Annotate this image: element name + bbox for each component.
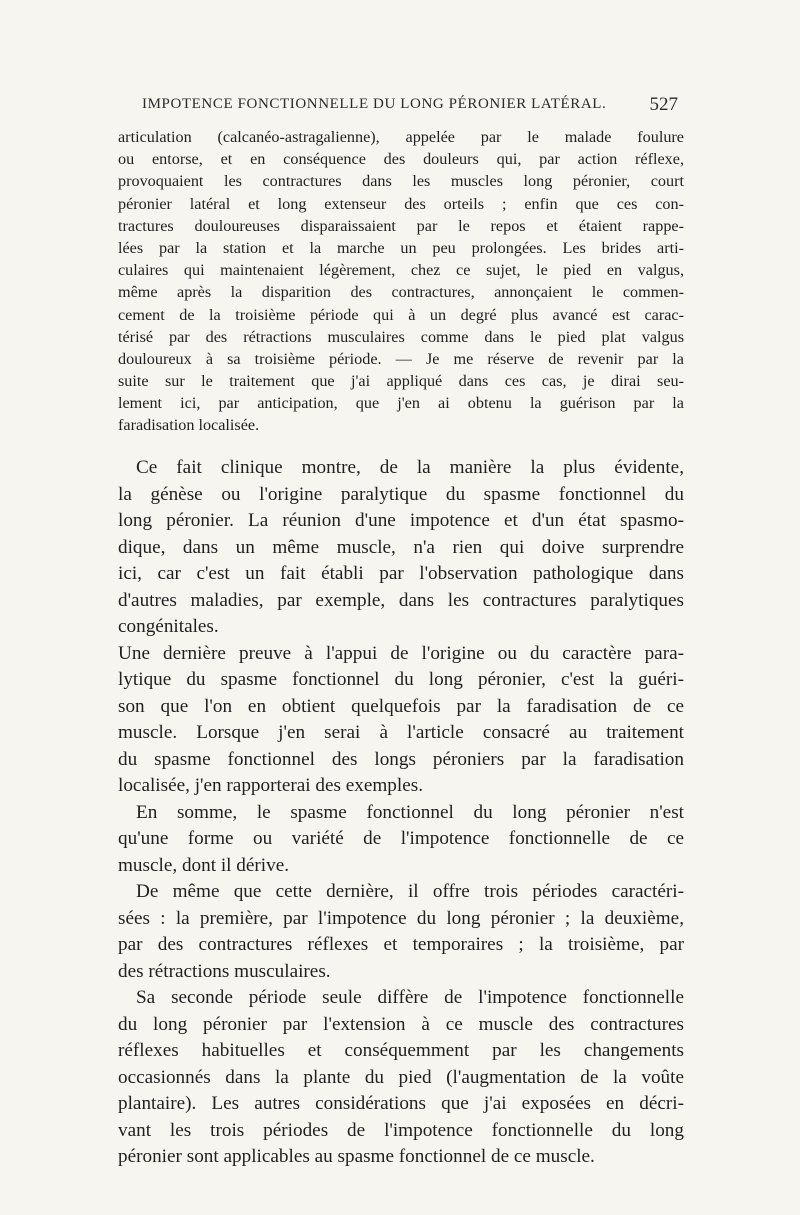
text-line: même après la disparition des contractures, annonçaient le commen-	[118, 283, 684, 302]
running-header	[118, 94, 684, 118]
text-line: son que l'on en obtient quelquefois par la faradisation de ce	[118, 695, 684, 717]
text-line: vant les trois périodes de l'impotence fonctionnelle du long	[118, 1119, 684, 1141]
paragraph-three-periods	[118, 879, 684, 985]
page-number: 527	[649, 94, 678, 115]
text-line: péronier latéral et long extenseur des orteils ; enfin que ces con-	[118, 194, 684, 213]
paragraph-second-period	[118, 985, 684, 1171]
text-line: péronier sont applicables au spasme fonctionnel de ce muscle.	[118, 1146, 595, 1167]
text-line: lement ici, par anticipation, que j'en ai obtenu la guérison par la	[118, 394, 684, 413]
text-line: Une dernière preuve à l'appui de l'origine ou du caractère para-	[118, 642, 684, 664]
text-line: faradisation localisée.	[118, 416, 260, 435]
text-line: lytique du spasme fonctionnel du long péronier, c'est la guéri-	[118, 669, 684, 690]
text-line: long péronier. La réunion d'une impotence et d'un état spasmo-	[118, 510, 684, 531]
text-line: des rétractions musculaires.	[118, 960, 331, 982]
text-line: occasionnés dans la plante du pied (l'augmentation de la voûte	[118, 1066, 684, 1088]
text-line: provoquaient les contractures dans les muscles long péronier, court	[118, 172, 684, 191]
text-line: par des contractures réflexes et temporaires ; la troisième, par	[118, 934, 684, 955]
text-line: sées : la première, par l'impotence du long péronier ; la deuxième,	[118, 907, 684, 929]
text-line: suite sur le traitement que j'ai appliqué dans ces cas, je dirai seu-	[118, 372, 684, 391]
text-line: Ce fait clinique montre, de la manière la plus évidente,	[136, 457, 684, 478]
text-line: lées par la station et la marche un peu prolongées. Les brides arti-	[118, 238, 684, 257]
text-line: qu'une forme ou variété de l'impotence fonctionnelle de ce	[118, 828, 684, 849]
text-line: muscle, dont il dérive.	[118, 854, 290, 876]
text-line: ou entorse, et en conséquence des douleurs qui, par action réflexe,	[118, 150, 684, 169]
body-text	[118, 455, 684, 1171]
text-line: muscle. Lorsque j'en serai à l'article consacré au traitement	[118, 722, 684, 743]
text-line: térisé par des rétractions musculaires comme dans le pied plat valgus	[118, 327, 684, 346]
text-line: plantaire). Les autres considérations que j'ai exposées en décri-	[118, 1093, 684, 1114]
running-title: IMPOTENCE FONCTIONNELLE DU LONG PÉRONIER LATÉRAL.	[142, 96, 607, 112]
paragraph-clinical-fact	[118, 455, 684, 641]
text-line: congénitales.	[118, 616, 219, 637]
text-line: tractures douloureuses disparaissaient par le repos et étaient rappe-	[118, 216, 684, 235]
text-line: du spasme fonctionnel des longs péroniers par la faradisation	[118, 748, 684, 770]
paragraph-summary	[118, 800, 684, 880]
text-line: Sa seconde période seule diffère de l'impotence fonctionnelle	[136, 987, 684, 1008]
text-line: articulation (calcanéo-astragalienne), appelée par le malade foulure	[118, 128, 684, 146]
paragraph-last-proof	[118, 641, 684, 800]
text-line: localisée, j'en rapporterai des exemples.	[118, 775, 423, 796]
text-line: ici, car c'est un fait établi par l'observation pathologique dans	[118, 563, 684, 584]
text-line: dique, dans un même muscle, n'a rien qui doive surprendre	[118, 536, 684, 558]
text-line: En somme, le spasme fonctionnel du long péronier n'est	[136, 801, 684, 823]
text-line: du long péronier par l'extension à ce muscle des contractures	[118, 1013, 684, 1035]
text-line: réflexes habituelles et conséquemment par les changements	[118, 1040, 684, 1061]
text-line: douloureux à sa troisième période. — Je me réserve de revenir par la	[118, 349, 684, 368]
text-line: d'autres maladies, par exemple, dans les contractures paralytiques	[118, 589, 684, 611]
text-line: De même que cette dernière, il offre trois périodes caractéri-	[136, 881, 684, 902]
paragraph-small-continuation	[118, 126, 684, 437]
text-line: la génèse ou l'origine paralytique du spasme fonctionnel du	[118, 483, 684, 505]
text-line: cement de la troisième période qui à un degré plus avancé est carac-	[118, 305, 684, 324]
text-line: culaires qui maintenaient légèrement, chez ce sujet, le pied en valgus,	[118, 261, 684, 280]
